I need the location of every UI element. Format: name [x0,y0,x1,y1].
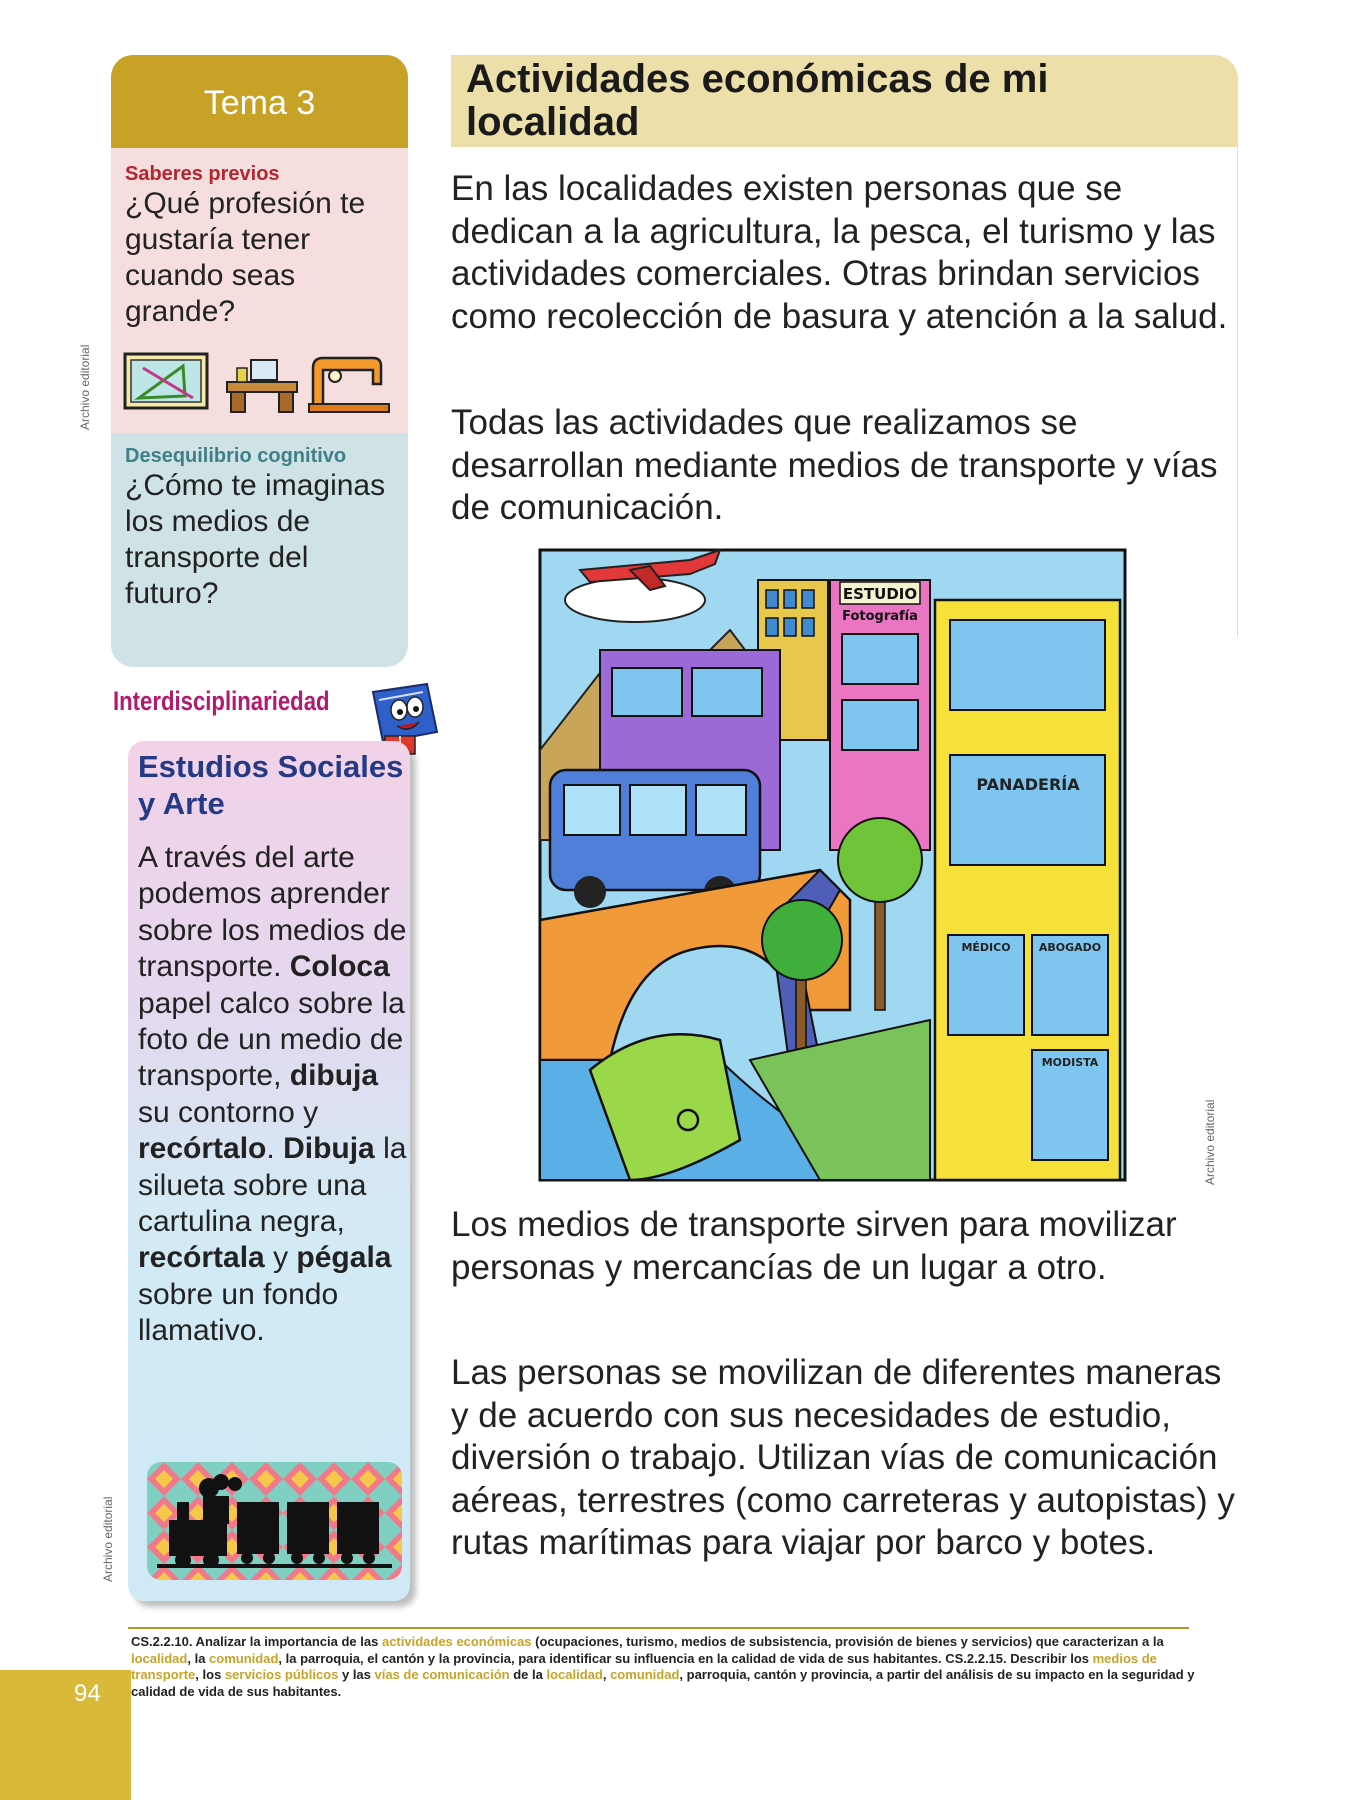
footer-segment: CS.2.2.10. Analizar la importancia de las [131,1634,382,1649]
footer-highlight: vías de comunicación [374,1667,510,1682]
footer-highlight: comunidad [209,1650,279,1666]
desequilibrio-cognitivo-box [111,433,408,667]
footer-segment: , la [187,1650,210,1666]
sign-modista: MODISTA [1041,1056,1099,1069]
interdisciplinariedad-label: Interdisciplinariedad [113,686,330,716]
photo-credit: Archivo editorial [101,1496,115,1582]
body-segment: su contorno y [138,1095,319,1129]
photo-credit: Archivo editorial [1203,1099,1217,1185]
tema-box [111,55,408,667]
sewing-machine-icon [309,358,389,412]
body-segment-bold: recórtala [138,1241,265,1275]
profession-icons [123,348,393,414]
footer-segment: y las [338,1667,375,1682]
paragraph-3: Los medios de transporte sirven para movilizar personas y mercancías de un lugar a otro. [451,1205,1177,1287]
photo-credit: Archivo editorial [78,344,92,430]
desk-computer-icon [227,360,297,412]
sign-abogado: ABOGADO [1038,941,1102,954]
footer-divider [128,1627,1189,1629]
estudios-body [138,840,418,1350]
desequilibrio-cognitivo-question: ¿Cómo te imaginas los medios de transporte del futuro? [125,469,386,610]
body-segment: papel calco sobre la foto de un medio de transporte, [138,986,405,1093]
body-segment-bold: Dibuja [283,1132,375,1166]
city-illustration [520,540,1133,1200]
page-tab [0,1670,131,1800]
body-segment-bold: pégala [296,1241,392,1275]
paragraph-4: Las personas se movilizan de diferentes maneras y de acuerdo con sus necesidades de estudio, diversión o trabajo. Utilizan vías de comunicación aéreas, terrestres (como carreteras y autopistas) y rutas marítimas para viajar por barco y botes. [451,1353,1235,1562]
body-segment: sobre un fondo llamativo. [138,1277,339,1348]
body-segment: A través del arte podemos aprender sobre los medios de transporte. [138,841,407,984]
saberes-previos-label: Saberes previos [125,163,280,185]
footer-segment: , [602,1667,611,1682]
sign-estudio: ESTUDIO [842,585,918,603]
footer-highlight: localidad [546,1667,603,1682]
sign-fotografia: Fotografía [842,609,918,624]
footer-segment: (ocupaciones, turismo, medios de subsistencia, provisión de bienes y servicios) que caracterizan a la [531,1634,1164,1649]
saberes-previos-question: ¿Qué profesión te gustaría tener cuando seas grande? [125,187,366,328]
desequilibrio-cognitivo-label: Desequilibrio cognitivo [125,445,347,467]
body-segment-bold: dibuja [289,1059,379,1093]
footer-highlight: localidad [131,1650,188,1666]
footer-segment: , la parroquia, el cantón y la provincia, para identificar su influencia en la calidad de vida de sus habitantes. CS.2.2.15. Describir los [278,1650,1093,1666]
sign-medico: MÉDICO [961,941,1011,954]
body-segment-bold: recórtalo [138,1132,267,1166]
tema-header: Tema 3 [111,55,408,148]
body-segment: la silueta sobre una cartulina negra, [138,1132,407,1239]
page-title: Actividades económicas de mi localidad [466,57,1049,144]
footer-highlight: medios de transporte [131,1650,1157,1682]
sign-panaderia: PANADERÍA [976,775,1080,794]
drafting-board-icon [125,354,207,408]
footer-segment: de la [509,1667,547,1682]
footer-highlight: servicios públicos [224,1667,339,1682]
paragraph-2: Todas las actividades que realizamos se desarrollan mediante medios de transporte y vías de comunicación. [451,403,1218,527]
footer-segment: , los [195,1667,225,1682]
cloud [565,578,705,622]
curriculum-standards [131,1634,1201,1700]
estudios-title: Estudios Sociales y Arte [138,749,404,821]
paragraph-1: En las localidades existen personas que se dedican a la agricultura, la pesca, el turismo y las actividades comerciales. Otras brindan servicios como recolección de basura y atención a la salud. [451,169,1228,336]
footer-segment: , parroquia, cantón y provincia, a partir del análisis de su impacto en la seguridad y calidad de vida de sus habitantes. [131,1667,1195,1699]
footer-highlight: comunidad [610,1667,680,1682]
footer-highlight: actividades económicas [381,1634,532,1649]
saberes-previos-box [111,148,408,433]
body-segment: . [266,1132,284,1166]
body-segment: y [264,1241,297,1275]
train-silhouette-image [147,1462,402,1580]
body-segment-bold: Coloca [289,950,390,984]
page-number: 94 [74,1680,101,1707]
